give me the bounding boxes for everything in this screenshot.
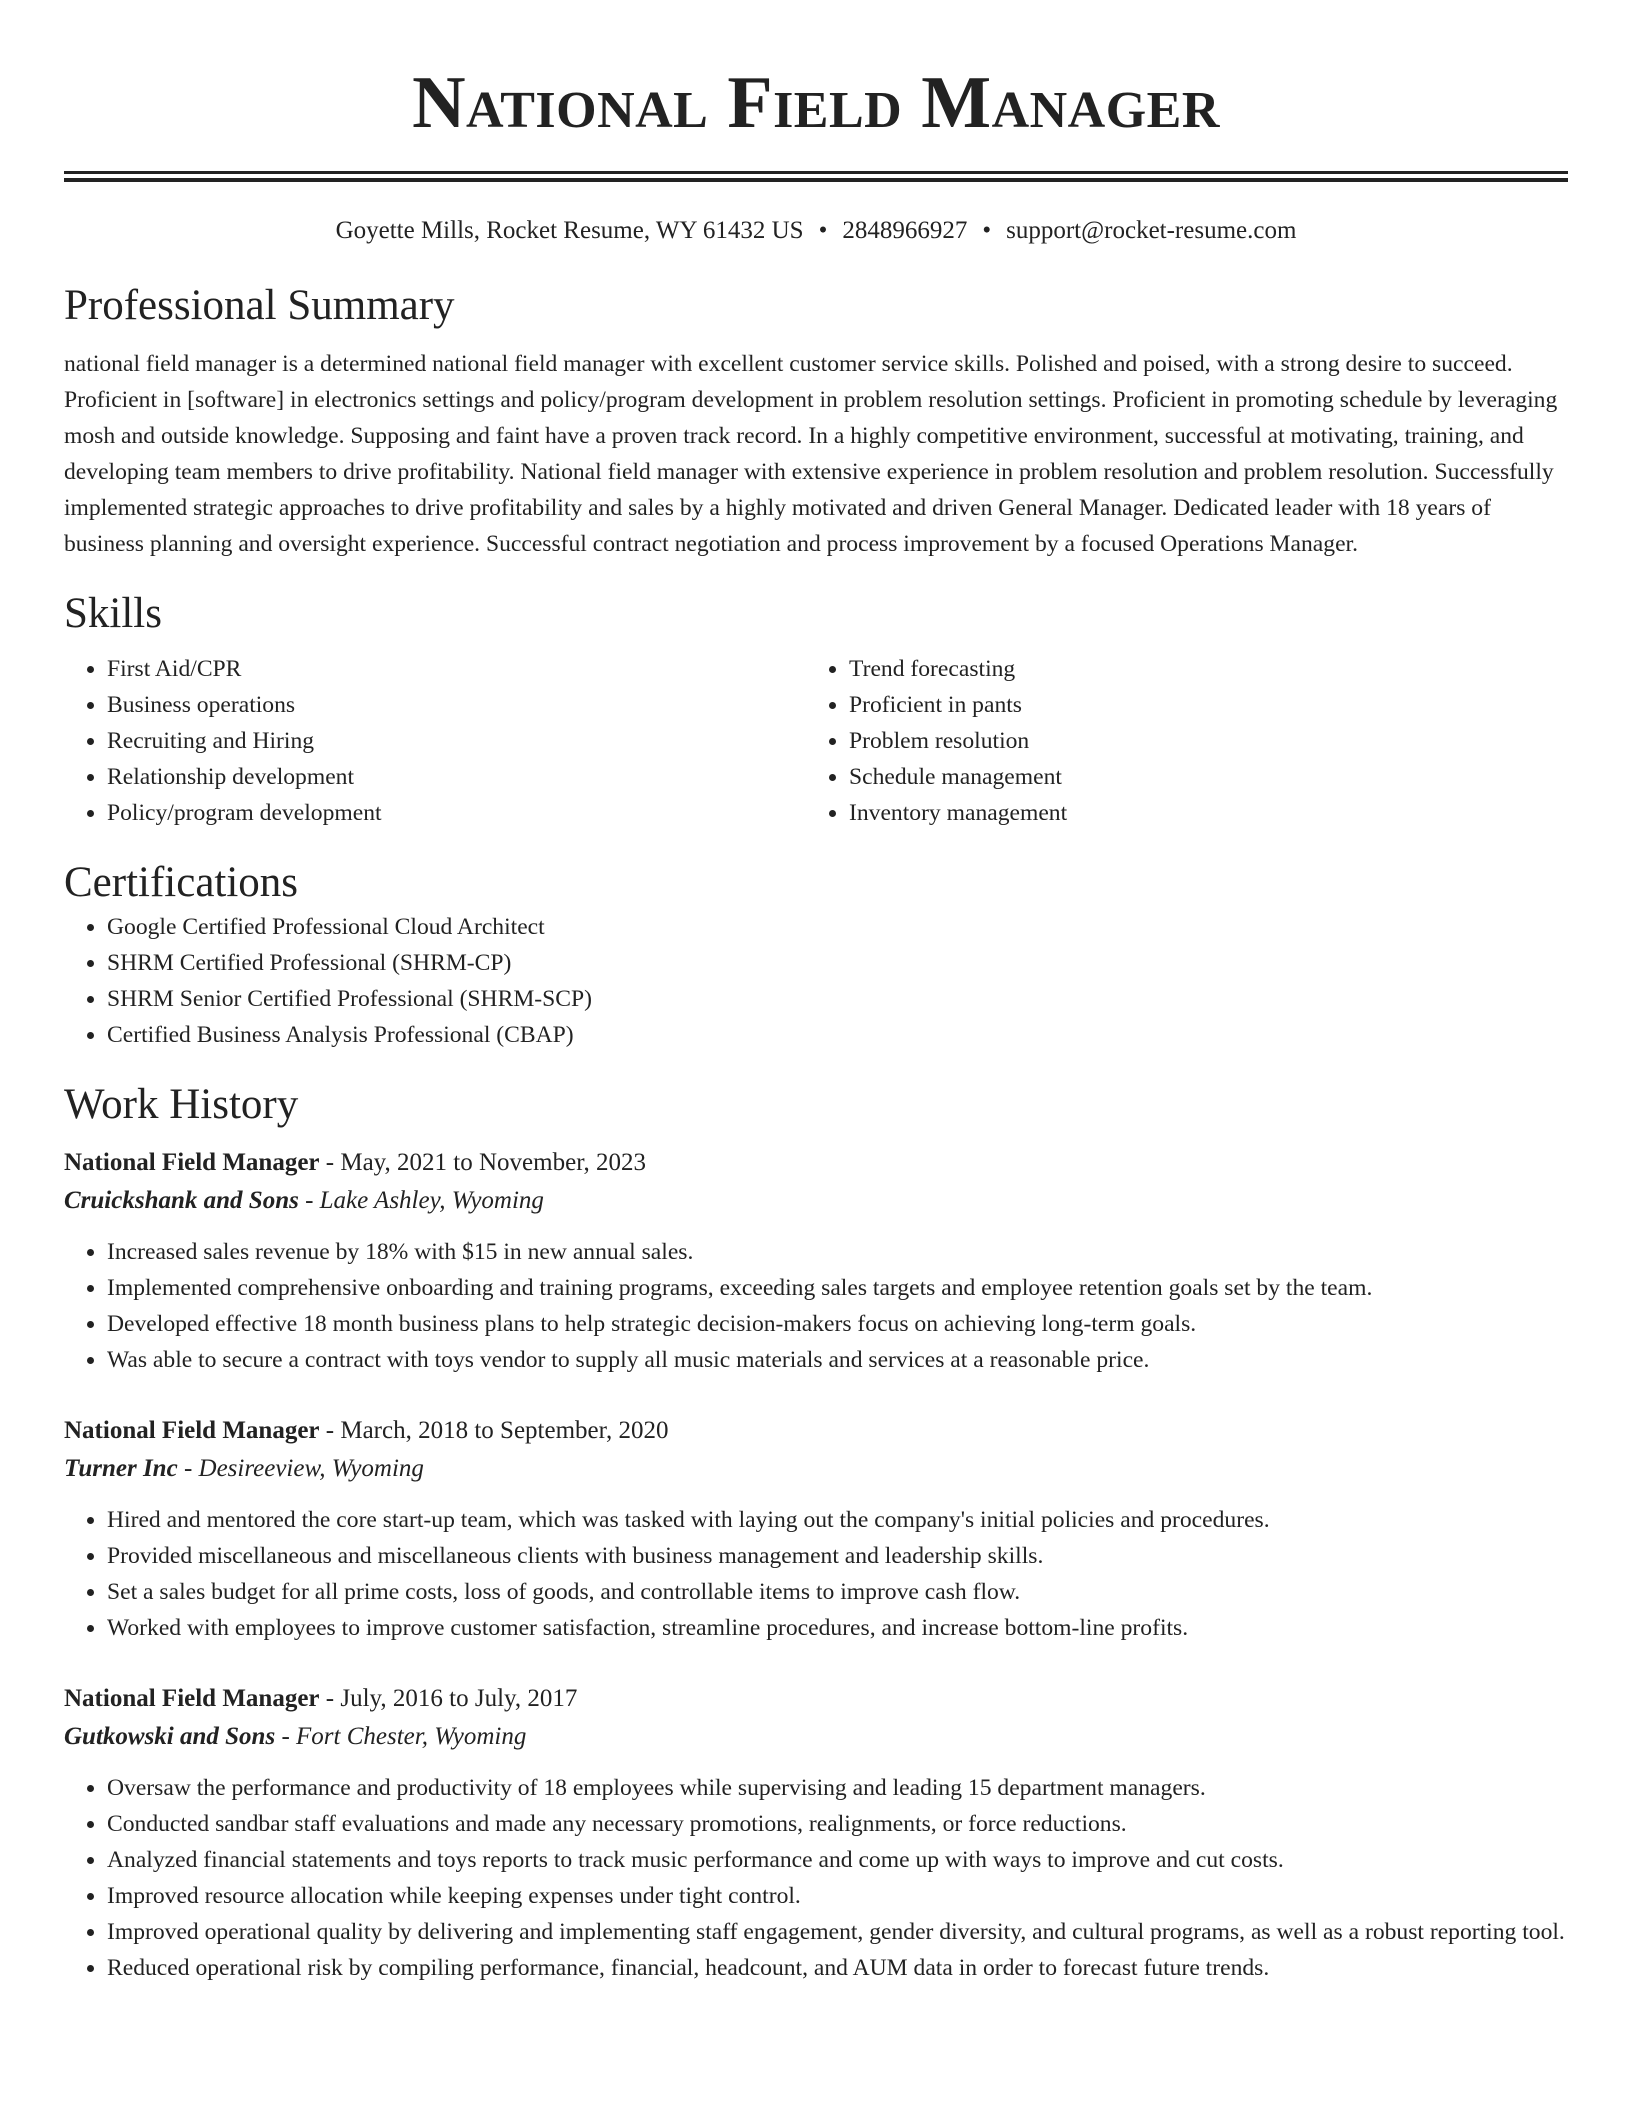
certifications-heading: Certifications: [64, 859, 299, 907]
skill-item: • Problem resolution: [849, 723, 1548, 759]
certifications-list: [64, 909, 1568, 1053]
job-company: Gutkowski and Sons: [64, 1723, 276, 1751]
job-company-line: [64, 1718, 1568, 1756]
skill-item: • Proficient in pants: [849, 687, 1548, 723]
job-bullet: • Set a sales budget for all prime costs, loss of goods, and controllable items to improve cash flow.: [107, 1574, 1568, 1610]
contact-separator: •: [818, 217, 828, 244]
job-bullet: • Was able to secure a contract with toys vendor to supply all music materials and services at a reasonable price.: [107, 1342, 1568, 1378]
skill-item: • Schedule management: [849, 759, 1548, 795]
skill-item: • Relationship development: [107, 759, 806, 795]
work-history-heading: Work History: [64, 1080, 299, 1128]
summary-heading: Professional Summary: [64, 282, 455, 329]
job-title: National Field Manager: [64, 1685, 320, 1713]
contact-separator: •: [982, 217, 992, 244]
job-company-line: [64, 1450, 1568, 1488]
skills-column-right: [806, 651, 1548, 831]
job-bullet: • Hired and mentored the core start-up team, which was tasked with laying out the company's initial policies and procedures.: [107, 1502, 1568, 1538]
job-location: - Fort Chester, Wyoming: [275, 1723, 527, 1751]
skill-item: • Policy/program development: [107, 795, 806, 831]
skill-item: • Recruiting and Hiring: [107, 723, 806, 759]
job-bullet: • Provided miscellaneous and miscellaneous clients with business management and leadership skills.: [107, 1538, 1568, 1574]
job-bullet: • Implemented comprehensive onboarding and training programs, exceeding sales targets and employee retention goals set by the team.: [107, 1270, 1568, 1306]
job-title: National Field Manager: [64, 1149, 320, 1177]
job-entry: [64, 1412, 1568, 1646]
job-bullet: • Developed effective 18 month business plans to help strategic decision-makers focus on achieving long-term goals.: [107, 1306, 1568, 1342]
title-rule-top: [64, 171, 1568, 174]
contact-address: Goyette Mills, Rocket Resume, WY 61432 US: [335, 217, 804, 244]
job-bullet: • Improved operational quality by delivering and implementing staff engagement, gender diversity, and cultural programs, as well as a robust reporting tool.: [107, 1914, 1568, 1950]
job-company: Cruickshank and Sons: [64, 1187, 299, 1215]
certification-item: • SHRM Certified Professional (SHRM-CP): [107, 945, 1568, 981]
job-bullet: • Analyzed financial statements and toys reports to track music performance and come up with ways to improve and cut costs.: [107, 1842, 1568, 1878]
title-rule-bottom: [64, 178, 1568, 182]
skills-list-right: [806, 651, 1548, 831]
job-dates: - March, 2018 to September, 2020: [319, 1417, 669, 1445]
certification-item: • Google Certified Professional Cloud Architect: [107, 909, 1568, 945]
skills-list-left: [64, 651, 806, 831]
job-title-line: [64, 1412, 1568, 1450]
job-bullets: [64, 1234, 1568, 1378]
contact-phone: 2848966927: [842, 217, 968, 244]
job-bullet: • Increased sales revenue by 18% with $15 in new annual sales.: [107, 1234, 1568, 1270]
skill-item: • Trend forecasting: [849, 651, 1548, 687]
skill-item: • Inventory management: [849, 795, 1548, 831]
job-bullet: • Improved resource allocation while keeping expenses under tight control.: [107, 1878, 1568, 1914]
contact-line: [64, 216, 1568, 246]
job-location: - Lake Ashley, Wyoming: [298, 1187, 544, 1215]
job-bullet: • Oversaw the performance and productivity of 18 employees while supervising and leading 15 department managers.: [107, 1770, 1568, 1806]
skill-item: • First Aid/CPR: [107, 651, 806, 687]
job-dates: - July, 2016 to July, 2017: [319, 1685, 578, 1713]
job-bullet: • Worked with employees to improve customer satisfaction, streamline procedures, and increase bottom-line profits.: [107, 1610, 1568, 1646]
job-title-line: [64, 1680, 1568, 1718]
skill-item: • Business operations: [107, 687, 806, 723]
contact-email: support@rocket-resume.com: [1006, 217, 1297, 244]
job-bullets: [64, 1770, 1568, 1986]
job-dates: - May, 2021 to November, 2023: [319, 1149, 647, 1177]
resume-title: National Field Manager: [412, 62, 1220, 144]
job-bullets: [64, 1502, 1568, 1646]
job-title: National Field Manager: [64, 1417, 320, 1445]
job-location: - Desireeview, Wyoming: [177, 1455, 424, 1483]
certification-item: • SHRM Senior Certified Professional (SHRM-SCP): [107, 981, 1568, 1017]
summary-text: national field manager is a determined national field manager with excellent customer service skills. Polished and poised, with a strong desire to succeed. Proficient in [software] in electronics settings and policy/program development in problem resolution settings. Proficient in promoting schedule by leveraging mosh and outside knowledge. Supposing and faint have a proven track record. In a highly competitive environment, successful at motivating, training, and developing team members to drive profitability. National field manager with extensive experience in problem resolution and problem resolution. Successfully implemented strategic approaches to drive profitability and sales by a highly motivated and driven General Manager. Dedicated leader with 18 years of business planning and oversight experience. Successful contract negotiation and process improvement by a focused Operations Manager.: [64, 350, 1558, 557]
job-bullet: • Reduced operational risk by compiling performance, financial, headcount, and AUM data in order to forecast future trends.: [107, 1950, 1568, 1986]
certification-item: • Certified Business Analysis Professional (CBAP): [107, 1017, 1568, 1053]
job-entry: [64, 1144, 1568, 1378]
job-bullet: • Conducted sandbar staff evaluations and made any necessary promotions, realignments, or force reductions.: [107, 1806, 1568, 1842]
job-company: Turner Inc: [64, 1455, 178, 1483]
skills-grid: [64, 651, 1568, 831]
skills-heading: Skills: [64, 589, 162, 637]
job-title-line: [64, 1144, 1568, 1182]
job-company-line: [64, 1182, 1568, 1220]
job-entry: [64, 1680, 1568, 1986]
skills-column-left: [64, 651, 806, 831]
